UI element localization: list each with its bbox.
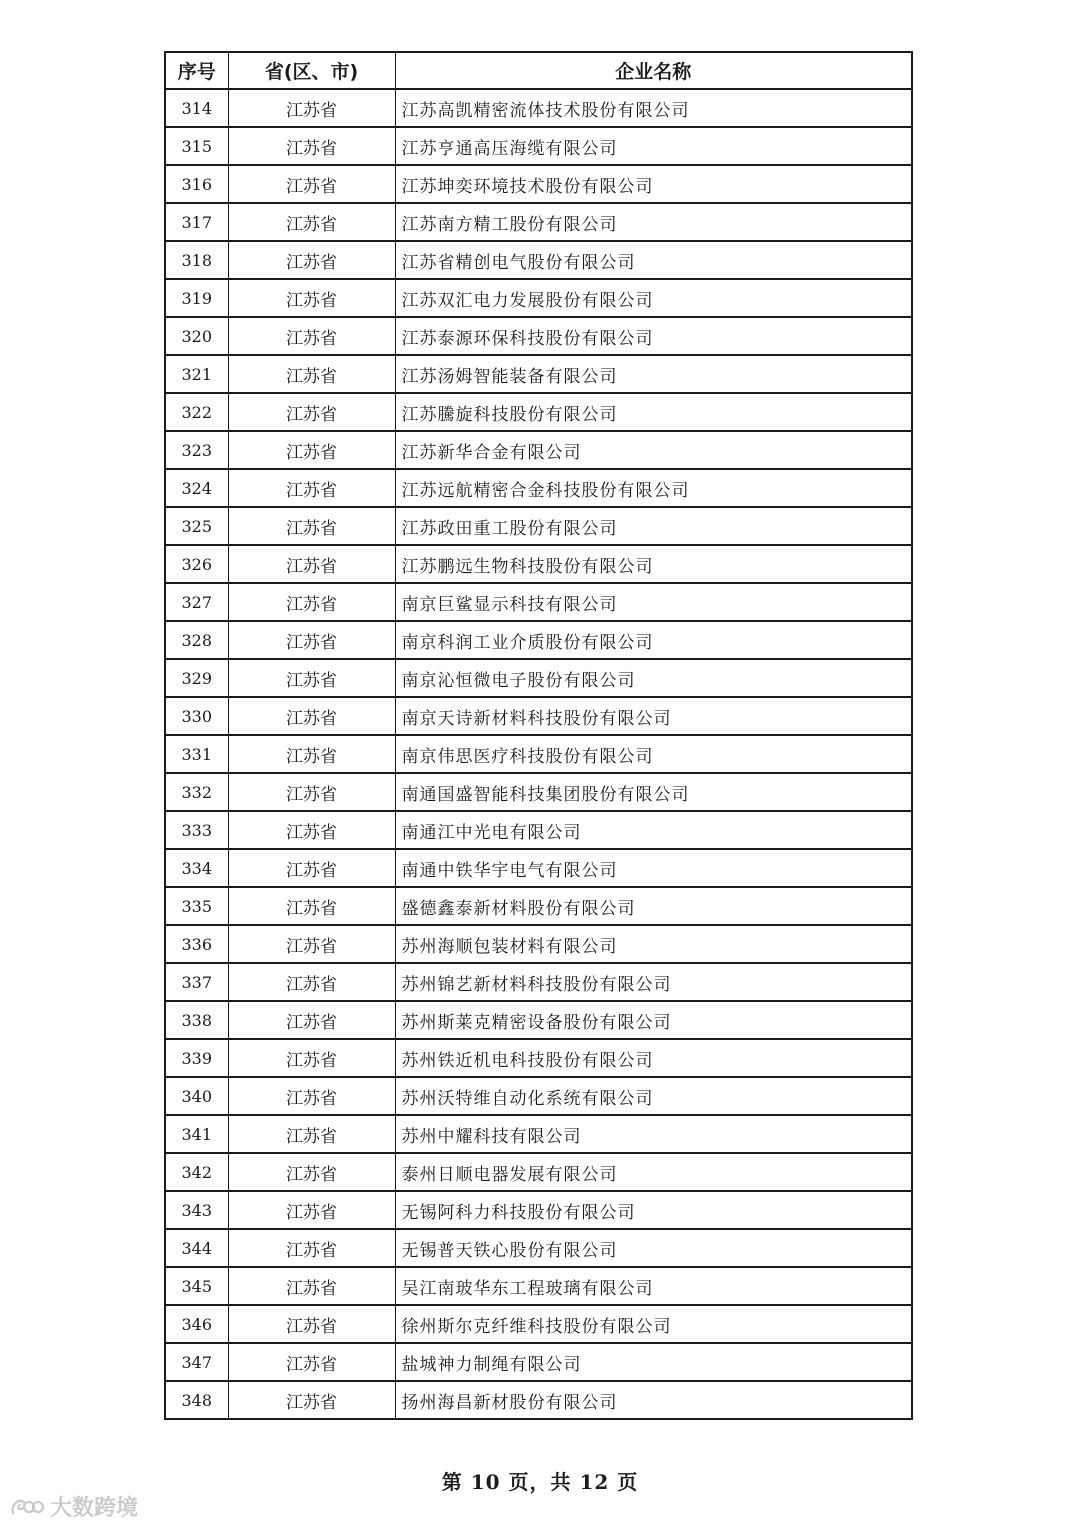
cell-company-name: 江苏鹏远生物科技股份有限公司: [395, 545, 912, 583]
cell-province: 江苏省: [228, 127, 395, 165]
table-header-row: [165, 52, 912, 89]
cell-province: 江苏省: [228, 1077, 395, 1115]
table-row: [165, 1115, 912, 1153]
cell-company-name: 江苏远航精密合金科技股份有限公司: [395, 469, 912, 507]
table-row: [165, 317, 912, 355]
table-row: [165, 1267, 912, 1305]
cell-company-name: 江苏新华合金有限公司: [395, 431, 912, 469]
table-row: [165, 659, 912, 697]
cell-province: 江苏省: [228, 507, 395, 545]
table-row: [165, 279, 912, 317]
cell-serial-number: 345: [165, 1267, 228, 1305]
cell-province: 江苏省: [228, 431, 395, 469]
cell-serial-number: 326: [165, 545, 228, 583]
cell-serial-number: 319: [165, 279, 228, 317]
cell-company-name: 苏州海顺包装材料有限公司: [395, 925, 912, 963]
header-company-name: 企业名称: [395, 52, 912, 89]
cell-serial-number: 333: [165, 811, 228, 849]
table-row: [165, 925, 912, 963]
cell-company-name: 南京巨鲨显示科技有限公司: [395, 583, 912, 621]
table-row: [165, 393, 912, 431]
cell-province: 江苏省: [228, 317, 395, 355]
table-row: [165, 469, 912, 507]
cell-province: 江苏省: [228, 697, 395, 735]
cell-serial-number: 347: [165, 1343, 228, 1381]
cell-province: 江苏省: [228, 1229, 395, 1267]
cell-serial-number: 316: [165, 165, 228, 203]
cell-company-name: 江苏亨通高压海缆有限公司: [395, 127, 912, 165]
cell-company-name: 南京伟思医疗科技股份有限公司: [395, 735, 912, 773]
cell-serial-number: 327: [165, 583, 228, 621]
table-body: [165, 89, 912, 1419]
cell-serial-number: 324: [165, 469, 228, 507]
cell-province: 江苏省: [228, 1001, 395, 1039]
cell-province: 江苏省: [228, 887, 395, 925]
table-row: [165, 773, 912, 811]
cell-company-name: 南通江中光电有限公司: [395, 811, 912, 849]
cell-company-name: 无锡普天铁心股份有限公司: [395, 1229, 912, 1267]
watermark: [10, 1491, 138, 1522]
cell-province: 江苏省: [228, 925, 395, 963]
cell-company-name: 苏州斯莱克精密设备股份有限公司: [395, 1001, 912, 1039]
table-row: [165, 735, 912, 773]
table-row: [165, 583, 912, 621]
cell-province: 江苏省: [228, 1343, 395, 1381]
watermark-text: 大数跨境: [50, 1496, 139, 1521]
table-row: [165, 1039, 912, 1077]
cell-province: 江苏省: [228, 469, 395, 507]
cell-serial-number: 343: [165, 1191, 228, 1229]
cell-province: 江苏省: [228, 355, 395, 393]
enterprise-table: [164, 51, 913, 1420]
cell-province: 江苏省: [228, 1381, 395, 1419]
cell-company-name: 盐城神力制绳有限公司: [395, 1343, 912, 1381]
cell-province: 江苏省: [228, 203, 395, 241]
table-row: [165, 241, 912, 279]
cell-province: 江苏省: [228, 1267, 395, 1305]
cell-serial-number: 315: [165, 127, 228, 165]
cell-province: 江苏省: [228, 1191, 395, 1229]
cell-company-name: 南通国盛智能科技集团股份有限公司: [395, 773, 912, 811]
header-province: 省(区、市): [228, 52, 395, 89]
cell-province: 江苏省: [228, 1153, 395, 1191]
cell-company-name: 南京天诗新材料科技股份有限公司: [395, 697, 912, 735]
cell-serial-number: 320: [165, 317, 228, 355]
table-row: [165, 697, 912, 735]
table-row: [165, 621, 912, 659]
cell-company-name: 江苏汤姆智能装备有限公司: [395, 355, 912, 393]
table-row: [165, 849, 912, 887]
table-row: [165, 165, 912, 203]
cell-serial-number: 325: [165, 507, 228, 545]
table-row: [165, 887, 912, 925]
table-row: [165, 431, 912, 469]
cell-serial-number: 341: [165, 1115, 228, 1153]
header-serial-number: 序号: [165, 52, 228, 89]
cell-province: 江苏省: [228, 393, 395, 431]
cell-province: 江苏省: [228, 1115, 395, 1153]
cell-serial-number: 330: [165, 697, 228, 735]
table-row: [165, 1305, 912, 1343]
cell-company-name: 盛德鑫泰新材料股份有限公司: [395, 887, 912, 925]
cell-serial-number: 334: [165, 849, 228, 887]
cell-province: 江苏省: [228, 1039, 395, 1077]
cell-serial-number: 342: [165, 1153, 228, 1191]
cell-company-name: 吴江南玻华东工程玻璃有限公司: [395, 1267, 912, 1305]
cell-serial-number: 318: [165, 241, 228, 279]
table-row: [165, 545, 912, 583]
cell-serial-number: 317: [165, 203, 228, 241]
cell-company-name: 苏州铁近机电科技股份有限公司: [395, 1039, 912, 1077]
cell-serial-number: 331: [165, 735, 228, 773]
cell-province: 江苏省: [228, 241, 395, 279]
cell-company-name: 南京科润工业介质股份有限公司: [395, 621, 912, 659]
cell-serial-number: 314: [165, 89, 228, 127]
cell-serial-number: 323: [165, 431, 228, 469]
cell-company-name: 江苏泰源环保科技股份有限公司: [395, 317, 912, 355]
cell-serial-number: 335: [165, 887, 228, 925]
cell-company-name: 南京沁恒微电子股份有限公司: [395, 659, 912, 697]
table-row: [165, 1343, 912, 1381]
table-row: [165, 89, 912, 127]
table-row: [165, 811, 912, 849]
watermark-logo-icon: [10, 1496, 44, 1518]
cell-company-name: 徐州斯尔克纤维科技股份有限公司: [395, 1305, 912, 1343]
cell-company-name: 扬州海昌新材股份有限公司: [395, 1381, 912, 1419]
table-row: [165, 963, 912, 1001]
cell-province: 江苏省: [228, 659, 395, 697]
table-row: [165, 127, 912, 165]
cell-province: 江苏省: [228, 89, 395, 127]
table-row: [165, 1381, 912, 1419]
cell-serial-number: 328: [165, 621, 228, 659]
table-row: [165, 1077, 912, 1115]
table-row: [165, 1153, 912, 1191]
cell-company-name: 江苏坤奕环境技术股份有限公司: [395, 165, 912, 203]
cell-province: 江苏省: [228, 165, 395, 203]
cell-company-name: 无锡阿科力科技股份有限公司: [395, 1191, 912, 1229]
cell-serial-number: 329: [165, 659, 228, 697]
cell-province: 江苏省: [228, 621, 395, 659]
cell-serial-number: 321: [165, 355, 228, 393]
cell-company-name: 泰州日顺电器发展有限公司: [395, 1153, 912, 1191]
cell-province: 江苏省: [228, 773, 395, 811]
cell-serial-number: 332: [165, 773, 228, 811]
table-row: [165, 203, 912, 241]
cell-company-name: 江苏双汇电力发展股份有限公司: [395, 279, 912, 317]
cell-company-name: 苏州锦艺新材料科技股份有限公司: [395, 963, 912, 1001]
table-row: [165, 507, 912, 545]
cell-company-name: 江苏高凯精密流体技术股份有限公司: [395, 89, 912, 127]
cell-province: 江苏省: [228, 735, 395, 773]
cell-serial-number: 336: [165, 925, 228, 963]
cell-serial-number: 337: [165, 963, 228, 1001]
cell-province: 江苏省: [228, 583, 395, 621]
cell-company-name: 江苏政田重工股份有限公司: [395, 507, 912, 545]
page-number: 第 10 页，共 12 页: [441, 1470, 639, 1494]
table-row: [165, 1001, 912, 1039]
cell-company-name: 江苏騰旋科技股份有限公司: [395, 393, 912, 431]
cell-serial-number: 322: [165, 393, 228, 431]
table-row: [165, 1229, 912, 1267]
cell-province: 江苏省: [228, 1305, 395, 1343]
cell-serial-number: 348: [165, 1381, 228, 1419]
cell-company-name: 江苏南方精工股份有限公司: [395, 203, 912, 241]
cell-serial-number: 340: [165, 1077, 228, 1115]
cell-serial-number: 338: [165, 1001, 228, 1039]
cell-province: 江苏省: [228, 545, 395, 583]
cell-province: 江苏省: [228, 279, 395, 317]
cell-company-name: 江苏省精创电气股份有限公司: [395, 241, 912, 279]
table-row: [165, 355, 912, 393]
cell-company-name: 苏州沃特维自动化系统有限公司: [395, 1077, 912, 1115]
cell-company-name: 南通中铁华宇电气有限公司: [395, 849, 912, 887]
cell-province: 江苏省: [228, 811, 395, 849]
cell-company-name: 苏州中耀科技有限公司: [395, 1115, 912, 1153]
cell-serial-number: 339: [165, 1039, 228, 1077]
cell-serial-number: 346: [165, 1305, 228, 1343]
cell-province: 江苏省: [228, 963, 395, 1001]
cell-province: 江苏省: [228, 849, 395, 887]
cell-serial-number: 344: [165, 1229, 228, 1267]
table-row: [165, 1191, 912, 1229]
